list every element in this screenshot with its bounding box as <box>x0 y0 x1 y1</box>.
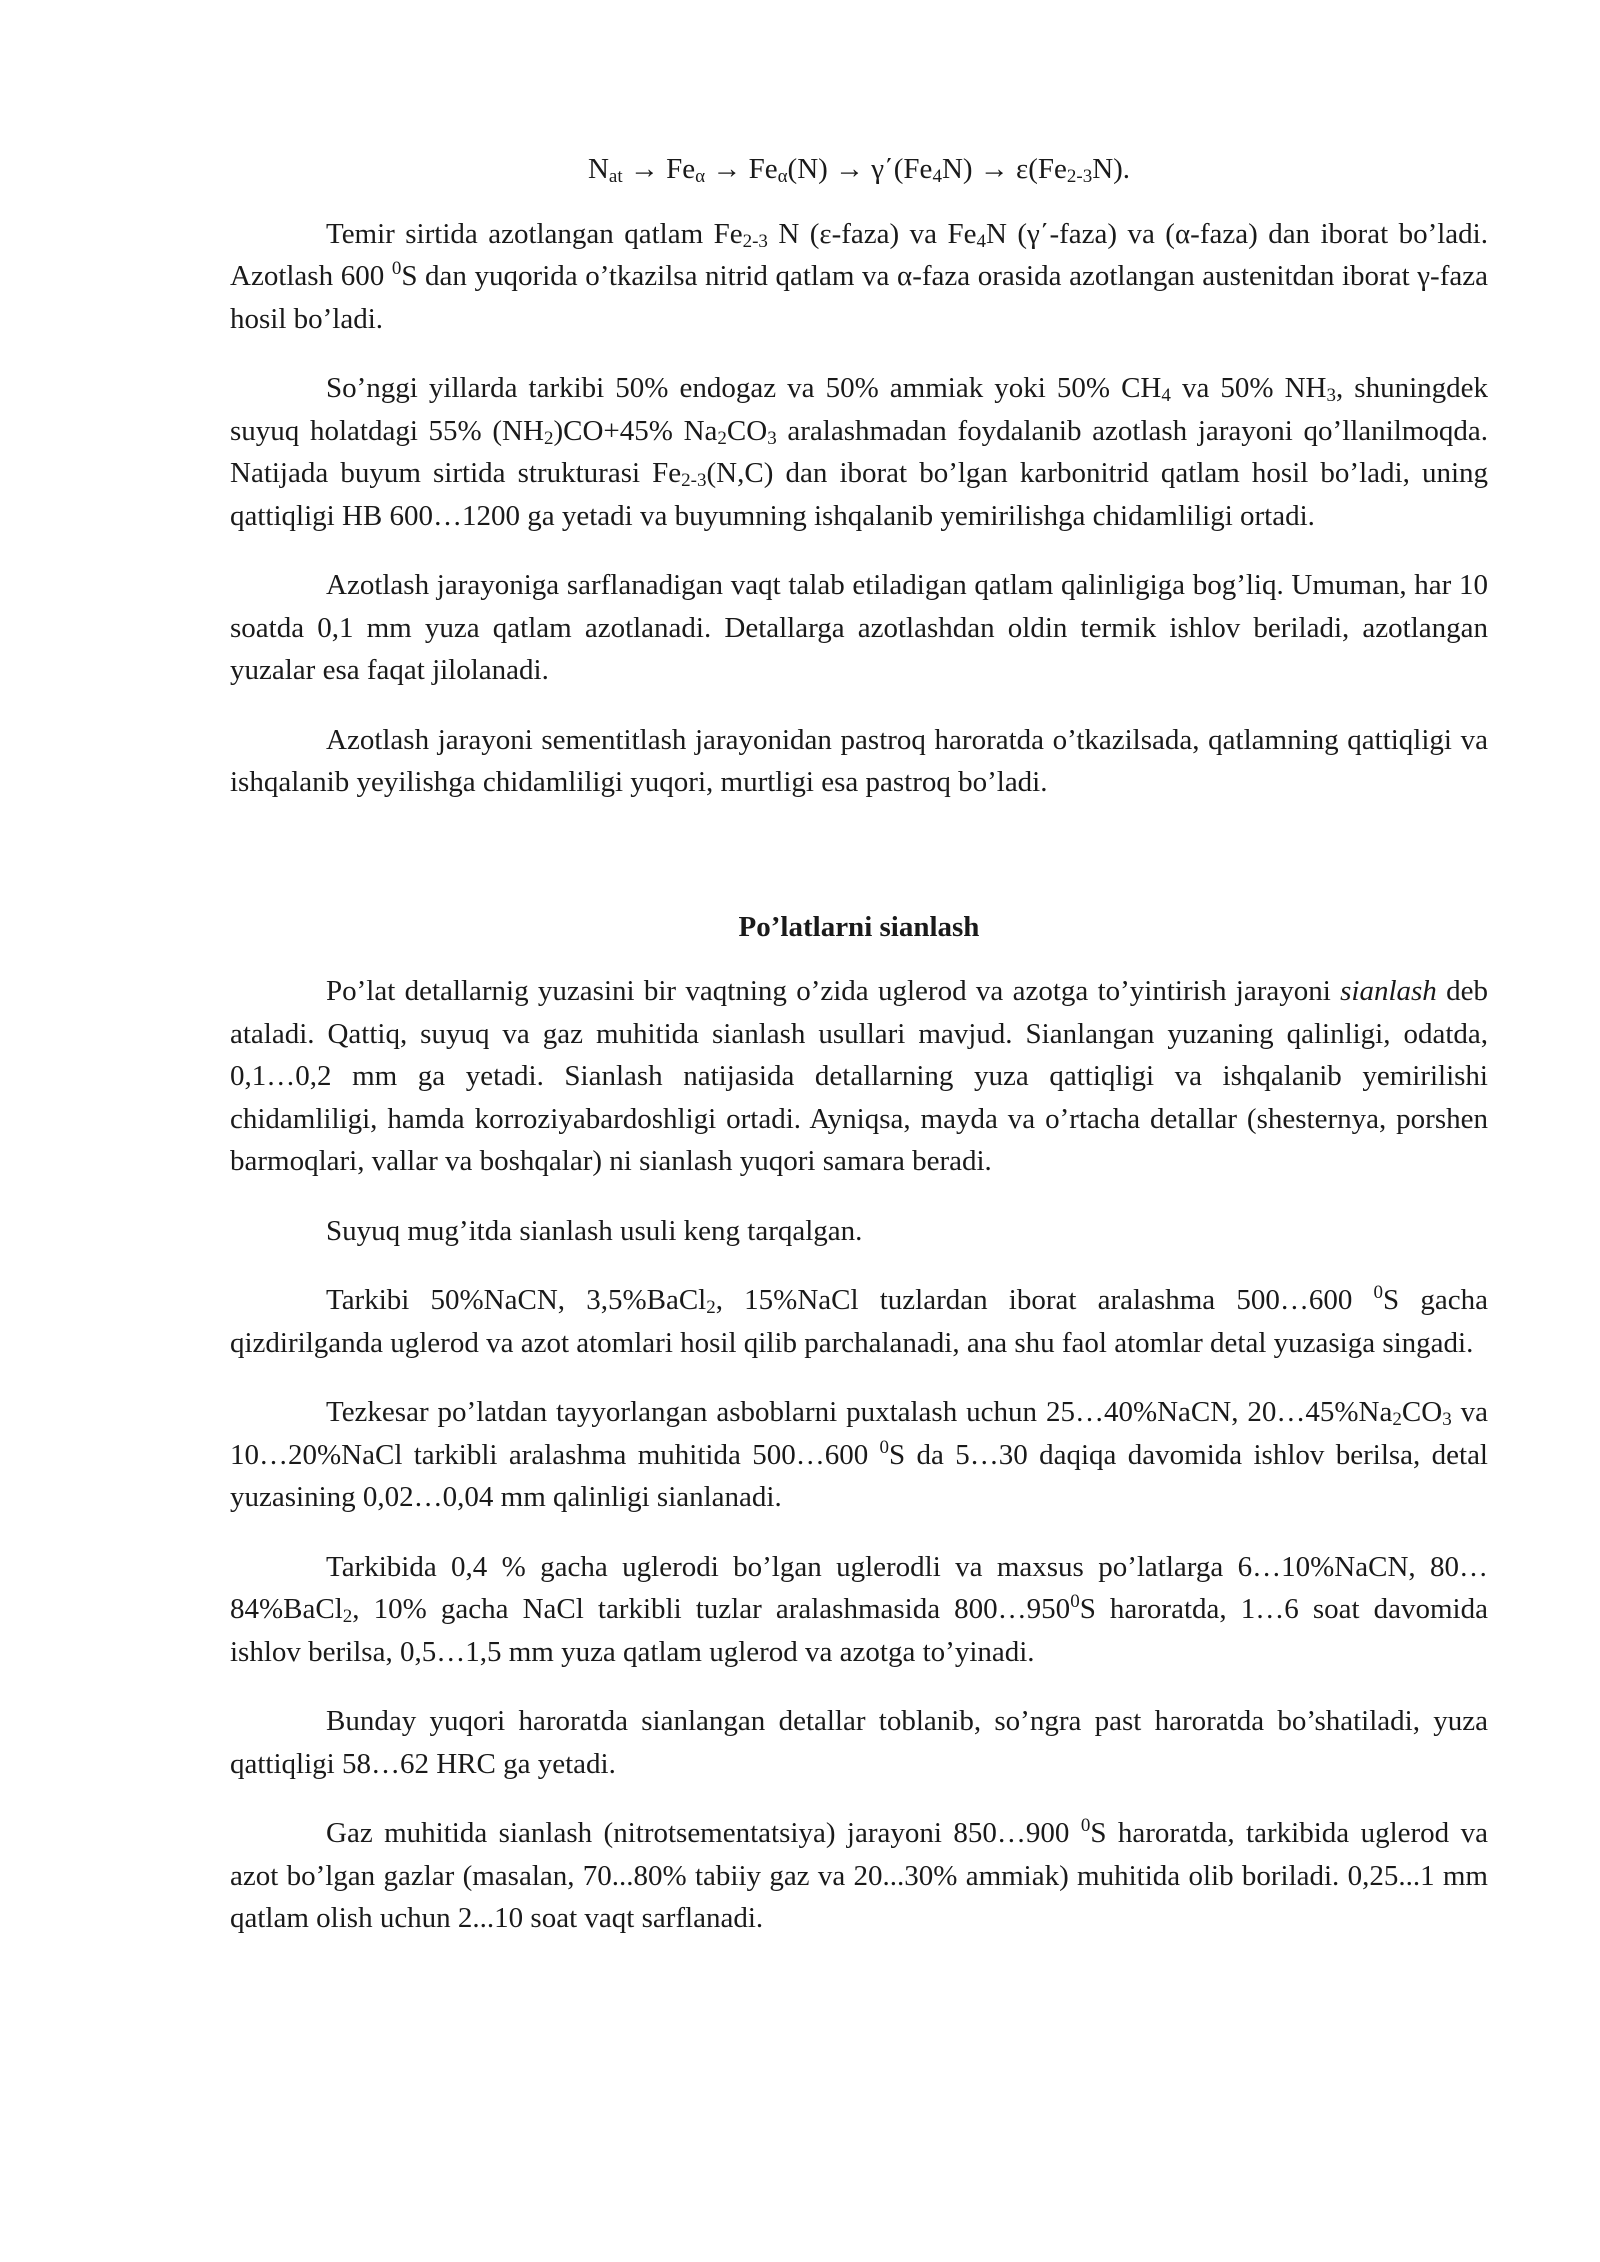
text-run: , 10% gacha NaCl tarkibli tuzlar aralashmasida 800…950 <box>352 1593 1071 1625</box>
text-run: Suyuq mug’itda sianlash usuli keng tarqalgan. <box>326 1214 863 1247</box>
subscript: 3 <box>1326 385 1336 406</box>
text-run: (N,C) dan iborat bo’lgan karbonitrid qatlam hosil bo’ladi, uning qattiqligi HB 600…1200 ga yetadi va buyumning ishqalanib yemirilishga chidamliligi ortadi. <box>230 457 1488 532</box>
text-run: va 10…20%NaCl tarkibli aralashma muhitida 500…600 <box>230 1396 1488 1471</box>
paragraph <box>230 1210 1488 1253</box>
paragraph <box>230 1812 1488 1940</box>
superscript: 0 <box>879 1436 890 1458</box>
text-run: → Fe <box>622 153 696 185</box>
subscript: 3 <box>1442 1409 1452 1430</box>
text-run: N (γ΄-faza) va (α-faza) dan iborat bo’ladi. Azotlash 600 <box>230 217 1488 292</box>
subscript: 4 <box>1161 385 1171 406</box>
text-run: S haroratda, tarkibida uglerod va azot bo’lgan gazlar (masalan, 70...80% tabiiy gaz va 20...30% ammiak) muhitida olib boriladi. 0,25...1 mm qatlam olish uchun 2...10 soat vaqt sarflanadi. <box>230 1817 1488 1934</box>
cyaniding-section <box>230 970 1488 1940</box>
nitriding-section <box>230 213 1488 804</box>
text-run: aralashmadan foydalanib azotlash jarayoni qo’llanilmoqda. Natijada buyum sirtida strukturasi Fe <box>230 414 1488 489</box>
superscript: 0 <box>1373 1282 1384 1303</box>
subscript: 3 <box>767 427 777 449</box>
subscript: 2 <box>342 1606 353 1627</box>
text-run: N <box>587 153 609 185</box>
paragraph <box>230 719 1488 804</box>
paragraph <box>230 1279 1488 1364</box>
text-run: N (ε-faza) va Fe <box>767 217 977 250</box>
text-run: N) → ε(Fe <box>941 153 1067 185</box>
superscript: 0 <box>391 258 402 279</box>
text-run: CO <box>726 414 768 447</box>
text-run: Azotlash jarayoni sementitlash jarayonidan pastroq haroratda o’tkazilsada, qatlamning qattiqligi va ishqalanib yeyilishga chidamliligi yuqori, murtligi esa pastroq bo’ladi. <box>230 723 1488 798</box>
subscript: 2 <box>543 427 554 449</box>
subscript: 2 <box>1392 1409 1402 1430</box>
text-run: Temir sirtida azotlangan qatlam Fe <box>326 217 743 250</box>
text-run: CO <box>1401 1396 1443 1428</box>
paragraph <box>230 1700 1488 1785</box>
text-run: S dan yuqorida o’tkazilsa nitrid qatlam va α-faza orasida azotlangan austenitdan iborat γ-faza hosil bo’ladi. <box>230 260 1488 335</box>
paragraph <box>230 1546 1488 1674</box>
subscript: 2 <box>706 1297 716 1318</box>
text-run: → Fe <box>705 153 778 185</box>
text-run: Azotlash jarayoniga sarflanadigan vaqt talab etiladigan qatlam qalinligiga bog’liq. Umuman, har 10 soatda 0,1 mm yuza qatlam azotlanadi. Detallarga azotlashdan oldin termik ishlov beriladi, azotlangan yuzalar esa faqat jilolanadi. <box>230 569 1488 686</box>
section-heading: Po’latlarni sianlash <box>738 910 980 943</box>
text-run: Bunday yuqori haroratda sianlangan detallar toblanib, so’ngra past haroratda bo’shatiladi, yuza qattiqligi 58…62 HRC ga yetadi. <box>230 1705 1488 1780</box>
text-run: Po’lat detallarnig yuzasini bir vaqtning o’zida uglerod va azotga to’yintirish jarayoni <box>326 975 1341 1007</box>
document-page <box>230 148 1488 1967</box>
text-run: , 15%NaCl tuzlardan iborat aralashma 500…600 <box>715 1284 1374 1316</box>
subscript: α <box>777 166 788 187</box>
paragraph <box>230 970 1488 1183</box>
subscript: 2-3 <box>681 470 707 491</box>
subscript: 4 <box>932 166 942 187</box>
superscript: 0 <box>1080 1815 1091 1836</box>
text-run: S da 5…30 daqiqa davomida ishlov berilsa, detal yuzasining 0,02…0,04 mm qalinligi sianlanadi. <box>230 1438 1488 1513</box>
text-run: So’nggi yillarda tarkibi 50% endogaz va 50% ammiak yoki 50% CH <box>326 372 1162 404</box>
subscript: 2 <box>717 427 727 449</box>
text-run: va 50% NH <box>1170 372 1327 404</box>
text-run: Tezkesar po’latdan tayyorlangan asboblarni puxtalash uchun 25…40%NaCN, 20…45%Na <box>326 1396 1393 1428</box>
paragraph <box>230 213 1488 341</box>
subscript: 2-3 <box>1066 166 1093 187</box>
text-run: (N) → γ΄(Fe <box>787 153 933 185</box>
text-run: S haroratda, 1…6 soat davomida ishlov berilsa, 0,5…1,5 mm yuza qatlam uglerod va azotga to’yinadi. <box>230 1593 1488 1668</box>
italic-term: sianlash <box>1340 975 1437 1007</box>
text-run: Tarkibi 50%NaCN, 3,5%BaCl <box>326 1284 707 1316</box>
paragraph <box>230 1391 1488 1519</box>
text-run: S gacha qizdirilganda uglerod va azot atomlari hosil qilib parchalanadi, ana shu faol atomlar detal yuzasiga singadi. <box>230 1284 1488 1359</box>
subscript: α <box>695 166 706 187</box>
subscript: 4 <box>976 230 986 252</box>
text-run: )CO+45% Na <box>553 414 718 447</box>
text-run: Gaz muhitida sianlash (nitrotsementatsiya) jarayoni 850…900 <box>326 1817 1081 1849</box>
subscript: at <box>608 166 623 187</box>
paragraph <box>230 564 1488 692</box>
subscript: 2-3 <box>742 230 768 252</box>
text-run: deb ataladi. Qattiq, suyuq va gaz muhitida sianlash usullari mavjud. Sianlangan yuzaning qalinligi, odatda, 0,1…0,2 mm ga yetadi. Sianlash natijasida detallarning yuza qattiqligi va ishqalanib yemirilishi chidamliligi, hamda korroziyabardoshligi ortadi. Ayniqsa, mayda va o’rtacha detallar (shesternya, porshen barmoqlari, vallar va boshqalar) ni sianlash yuqori samara beradi. <box>230 975 1489 1177</box>
nitriding-reaction-formula <box>230 148 1488 191</box>
paragraph <box>230 367 1488 537</box>
text-run: Tarkibida 0,4 % gacha uglerodi bo’lgan uglerodli va maxsus po’latlarga 6…10%NaCN, 80…84%BaCl <box>230 1550 1488 1625</box>
text-run: N). <box>1092 153 1131 185</box>
text-run: , shuningdek suyuq holatdagi 55% (NH <box>230 372 1489 447</box>
superscript: 0 <box>1070 1591 1080 1612</box>
